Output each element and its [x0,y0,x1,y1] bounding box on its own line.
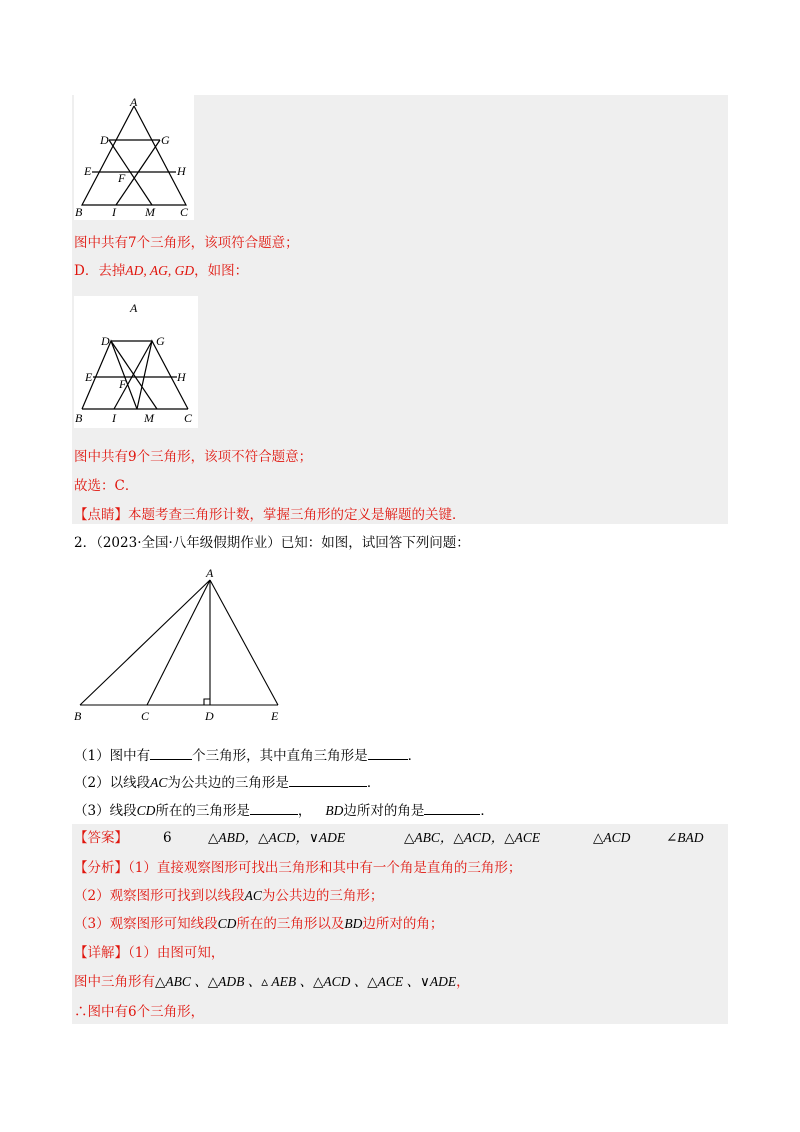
figure-2-svg [74,296,198,428]
option-d-prefix: D．去掉 [74,263,126,279]
answer-value-2: △ABD，△ACD，∨ADE [208,830,346,845]
text-line-9-triangles: 图中共有9个三角形，该项不符合题意； [74,449,313,465]
blank-common-side[interactable] [289,773,367,787]
q2-part3-a: （3）线段 [74,803,137,819]
answer-value-3: △ABC，△ACD，△ACE [404,830,541,845]
fig2-label-A: A [130,301,138,315]
fig2-label-H: H [177,370,186,384]
figure-2 [74,296,198,428]
q2-label-E: E [271,709,279,723]
figure-1 [74,95,194,220]
q2-part3-e: ． [480,803,494,819]
fig2-label-E: E [85,370,93,384]
analysis-3-a: （3）观察图形可知线段 [74,916,218,932]
detail-2-math: △ABC 、△ADB 、▵ AEB 、△ACD 、△ACE 、∨ADE [155,974,457,989]
option-d-math: AD, AG, GD [125,263,195,278]
q2-part1-a: （1）图中有 [74,748,151,764]
detail-line-1 [74,944,224,962]
q2-part2-math: AC [150,775,168,790]
analysis-line-1 [74,859,521,877]
blank-triangle-count[interactable] [150,746,192,760]
detail-line-3: ∴图中有6个三角形， [74,1004,205,1020]
option-d-suffix: ，如图： [194,263,249,279]
detail-label: 【详解】 [74,945,128,961]
fig1-label-A: A [130,95,138,109]
fig1-label-H: H [177,164,186,178]
detail-2-a: 图中三角形有 [74,974,155,990]
fig2-label-C: C [184,411,193,425]
text-line-choice: 故选：C． [74,478,139,494]
analysis-label: 【分析】 [74,860,128,876]
analysis-3-math1: CD [217,916,237,931]
text-line-7-triangles: 图中共有7个三角形，该项符合题意； [74,235,299,251]
answer-value-4: △ACD [593,830,631,845]
question-2-figure-svg [72,563,292,723]
fig2-label-M: M [144,411,154,425]
question-2-header: 2．（2023·全国·八年级假期作业）已知：如图，试回答下列问题： [74,535,470,551]
fig1-label-I: I [112,205,116,219]
fig1-label-F: F [118,171,126,185]
blank-opposite-angle[interactable] [424,801,480,815]
q2-part3-math2: BD [325,803,344,818]
question-2-part-3 [74,801,494,820]
blank-right-triangle[interactable] [368,746,408,760]
q2-part3-b: 所在的三角形是 [155,803,250,819]
fig2-label-G: G [156,334,165,348]
q2-label-C: C [141,709,150,723]
figure-1-svg [74,95,194,220]
question-2-part-1 [74,746,421,765]
q2-part2-b: 为公共边的三角形是 [167,775,289,791]
analysis-2-math: AC [244,888,262,903]
analysis-text-1: （1）直接观察图形可找出三角形和其中有一个角是直角的三角形； [128,860,522,876]
detail-line-2 [74,973,470,991]
fig1-label-G: G [161,133,170,147]
answer-label: 【答案】 [74,830,128,846]
text-line-key-point: 【点睛】本题考查三角形计数，掌握三角形的定义是解题的关键． [74,507,466,523]
fig2-label-I: I [112,411,116,425]
q2-part1-c: ． [407,748,422,764]
q2-label-A: A [206,566,214,580]
q2-part2-c: ． [366,775,381,791]
answer-value-5: ∠BAD [666,830,704,845]
analysis-3-b: 所在的三角形以及 [236,916,345,932]
answer-line [74,829,128,847]
analysis-2-b: 为公共边的三角形； [261,888,384,904]
fig1-label-B: B [75,205,83,219]
q2-part3-c: ， [297,803,312,819]
fig1-label-D: D [100,133,109,147]
q2-part3-math1: CD [136,803,156,818]
blank-cd-triangle[interactable] [250,801,298,815]
q2-part2-a: （2）以线段 [74,775,151,791]
fig1-label-C: C [180,205,189,219]
fig2-label-F: F [119,377,127,391]
fig2-label-B: B [75,411,83,425]
analysis-line-2 [74,887,383,905]
question-2-part-2 [74,773,380,792]
answer-value-1: 6 [163,830,172,846]
fig2-label-D: D [101,334,110,348]
detail-2-b: ， [456,974,470,990]
q2-part1-b: 个三角形，其中直角三角形是 [192,748,368,764]
q2-label-D: D [205,709,214,723]
analysis-3-c: 边所对的角； [362,916,444,932]
fig1-label-E: E [84,164,92,178]
q2-part3-d: 边所对的角是 [343,803,425,819]
analysis-3-math2: BD [344,916,363,931]
detail-text-1: （1）由图可知， [128,945,225,961]
analysis-line-3 [74,915,443,933]
text-line-option-d [74,262,248,280]
question-2-figure [72,563,292,723]
analysis-2-a: （2）观察图形可找到以线段 [74,888,245,904]
fig1-label-M: M [145,205,155,219]
q2-label-B: B [74,709,82,723]
